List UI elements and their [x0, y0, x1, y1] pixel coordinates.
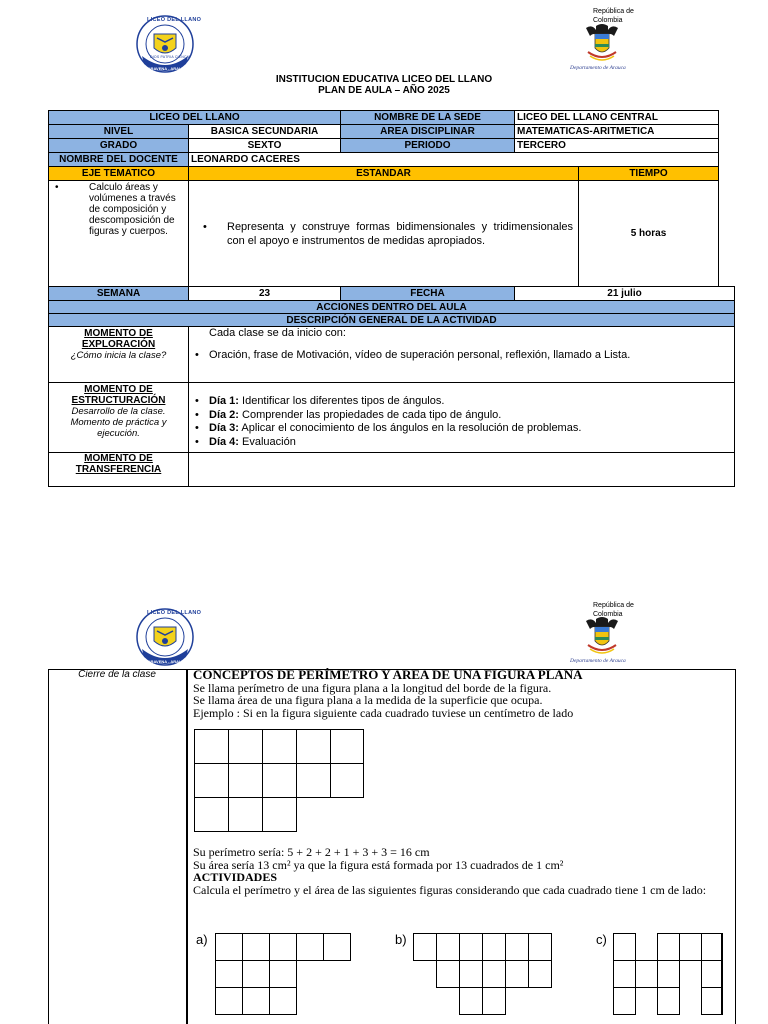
grid-square: [657, 933, 680, 961]
grid-square: [242, 960, 270, 988]
grid-square: [505, 933, 529, 961]
actividades-heading: ACTIVIDADES: [193, 870, 278, 884]
grid-square: [482, 933, 506, 961]
instruccion-text: Calcula el perímetro y el área de las siguientes figuras considerando que cada cuadrado tiene 1 cm de lado:: [193, 882, 707, 897]
row-estructuracion: [49, 383, 735, 453]
grid-square: [528, 960, 552, 988]
concept-p1: Se llama perímetro de una figura plana a la longitud del borde de la figura.: [193, 680, 552, 695]
area-label: AREA DISCIPLINAR: [341, 125, 515, 139]
grid-square: [194, 763, 229, 798]
page2-divider: [186, 669, 188, 1024]
transferencia-content: [189, 453, 735, 487]
page2-content-lower: [193, 846, 733, 896]
example-figure: [194, 729, 364, 833]
school-logo-banner-text-page2: SARAVENA - ARAUCA: [145, 659, 188, 664]
grid-square: [215, 933, 243, 961]
grid-square: [459, 933, 483, 961]
grid-square: [242, 933, 270, 961]
grid-square: [330, 763, 364, 798]
perimetro-text: Su perímetro sería: 5 + 2 + 2 + 1 + 3 + 3 = 16 cm: [193, 845, 430, 859]
row-acciones: [49, 301, 735, 314]
acciones-subtitle: DESCRIPCIÓN GENERAL DE LA ACTIVIDAD: [49, 314, 735, 327]
figure-a: [215, 933, 351, 1024]
area-text: Su área sería 13 cm² ya que la figura está formada por 13 cuadrados de 1 cm²: [193, 857, 564, 872]
grid-square: [269, 933, 297, 961]
estructuracion-content: [189, 383, 735, 453]
grid-square: [262, 797, 297, 832]
row-tematica-head: [49, 167, 735, 181]
fecha-label: FECHA: [341, 287, 515, 301]
figure-a-label: a): [196, 932, 208, 947]
school-logo-inner-text: DIOS PATRIA CIENCIA: [150, 55, 191, 59]
grid-square: [436, 933, 460, 961]
grid-square: [482, 987, 506, 1015]
school-logo-ring-text: LICEO DEL LLANO: [147, 17, 202, 23]
plan-table: [48, 110, 735, 487]
grid-square: [228, 729, 263, 764]
grid-square: [613, 933, 636, 961]
days-list: [191, 395, 732, 449]
grid-square: [269, 960, 297, 988]
row-grado: [49, 139, 735, 153]
semana-label: SEMANA: [49, 287, 189, 301]
concept-heading: CONCEPTOS DE PERÍMETRO Y AREA DE UNA FIGURA PLANA: [193, 667, 583, 682]
exploracion-content: [189, 327, 735, 383]
transferencia-label: MOMENTO DE TRANSFERENCIA: [75, 453, 162, 475]
transferencia-label-cell: [49, 453, 189, 487]
grid-square: [323, 933, 351, 961]
day-item: • Día 4: Evaluación: [191, 436, 732, 450]
estructuracion-label-cell: [49, 383, 189, 453]
day-item: • Día 3: Aplicar el conocimiento de los ángulos en la resolución de problemas.: [191, 422, 732, 436]
row-nivel: [49, 125, 735, 139]
concept-p3: Ejemplo : Si en la figura siguiente cada cuadrado tuviese un centímetro de lado: [193, 705, 574, 720]
grid-square: [505, 960, 529, 988]
grid-square: [679, 933, 702, 961]
day-item: • Día 2: Comprender las propiedades de cada tipo de ángulo.: [191, 409, 732, 423]
grid-square: [459, 960, 483, 988]
estandar-label: ESTANDAR: [189, 167, 579, 181]
republica-text-page2: República de Colombia: [593, 602, 634, 618]
grid-square: [413, 933, 437, 961]
grid-square: [436, 960, 460, 988]
docente-label: NOMBRE DEL DOCENTE: [49, 153, 189, 167]
grid-square: [657, 960, 680, 988]
coat-of-arms-icon: [584, 22, 620, 64]
school-logo-banner-text: SARAVENA - ARAUCA: [145, 66, 188, 71]
row-exploracion: [49, 327, 735, 383]
grid-square: [635, 960, 658, 988]
eje-label: EJE TEMATICO: [49, 167, 189, 181]
grid-square: [482, 960, 506, 988]
exploracion-label: MOMENTO DE EXPLORACIÓN: [81, 328, 156, 350]
periodo-label: PERIODO: [341, 139, 515, 153]
periodo-value: TERCERO: [515, 139, 719, 153]
departamento-text: Departamento de Arauca: [570, 65, 626, 71]
sede-label: NOMBRE DE LA SEDE: [341, 111, 515, 125]
row-school: [49, 111, 735, 125]
grid-square: [269, 987, 297, 1015]
fecha-value: 21 julio: [515, 287, 735, 301]
grado-value: SEXTO: [189, 139, 341, 153]
eje-value: • Calculo áreas y volúmenes a través de composición y descomposición de figuras y cuerpos.: [51, 182, 176, 237]
school-logo-ring-text-page2: LICEO DEL LLANO: [147, 610, 202, 616]
coat-of-arms-icon-page2: [584, 615, 620, 657]
estandar-cell: [189, 181, 579, 287]
area-value: MATEMATICAS-ARITMETICA: [515, 125, 719, 139]
grid-square: [194, 797, 229, 832]
figure-c-label: c): [596, 932, 607, 947]
nivel-value: BASICA SECUNDARIA: [189, 125, 341, 139]
estructuracion-sub: Desarrollo de la clase. Momento de práctica y ejecución.: [70, 406, 167, 439]
exploracion-sub: ¿Cómo inicia la clase?: [70, 350, 167, 361]
estructuracion-label: MOMENTO DE ESTRUCTURACIÓN: [71, 384, 166, 406]
grid-square: [613, 960, 636, 988]
grid-square: [296, 729, 331, 764]
grid-square: [228, 763, 263, 798]
day-item: • Día 1: Identificar los diferentes tipos de ángulos.: [191, 395, 732, 409]
grid-square: [215, 960, 243, 988]
tiempo-value: 5 horas: [579, 181, 719, 287]
eje-cell: [49, 181, 189, 287]
grid-square: [296, 763, 331, 798]
semana-value: 23: [189, 287, 341, 301]
grid-square: [194, 729, 229, 764]
grid-square: [262, 729, 297, 764]
grid-square: [262, 763, 297, 798]
cierre-label: Cierre de la clase: [78, 669, 156, 680]
grid-square: [701, 933, 723, 961]
tiempo-label: TIEMPO: [579, 167, 719, 181]
grid-square: [613, 987, 636, 1015]
grid-square: [657, 987, 680, 1015]
concept-p2: Se llama área de una figura plana a la medida de la superficie que ocupa.: [193, 693, 543, 707]
row-docente: [49, 153, 735, 167]
sede-value: LICEO DEL LLANO CENTRAL: [515, 111, 719, 125]
page2-content: [193, 669, 733, 719]
exploracion-intro: Cada clase se da inicio con:: [209, 327, 346, 339]
school-label: LICEO DEL LLANO: [49, 111, 341, 125]
grado-label: GRADO: [49, 139, 189, 153]
departamento-text-page2: Departamento de Arauca: [570, 658, 626, 664]
row-descripcion: [49, 314, 735, 327]
exploracion-item: • Oración, frase de Motivación, vídeo de superación personal, reflexión, llamado a Lista.: [191, 349, 732, 362]
row-tematica: [49, 181, 735, 287]
figure-b-label: b): [395, 932, 407, 947]
row-transferencia: [49, 453, 735, 487]
grid-square: [528, 933, 552, 961]
grid-square: [228, 797, 263, 832]
row-semana: [49, 287, 735, 301]
docente-value: LEONARDO CACERES: [189, 153, 719, 167]
grid-square: [701, 987, 723, 1015]
grid-square: [330, 729, 364, 764]
estandar-value: • Representa y construye formas bidimensionales y tridimensionales con el apoyo e instrumentos de medidas apropiados.: [199, 220, 573, 248]
grid-square: [459, 987, 483, 1015]
republica-text: República de Colombia: [593, 8, 634, 24]
page-title-line2: PLAN DE AULA – AÑO 2025: [318, 85, 450, 96]
nivel-label: NIVEL: [49, 125, 189, 139]
page-title-line1: INSTITUCION EDUCATIVA LICEO DEL LLANO: [275, 74, 493, 85]
grid-square: [296, 933, 324, 961]
figure-c: [613, 933, 723, 1024]
exploracion-label-cell: [49, 327, 189, 383]
acciones-title: ACCIONES DENTRO DEL AULA: [49, 301, 735, 314]
grid-square: [215, 987, 243, 1015]
grid-square: [701, 960, 723, 988]
figure-b: [413, 933, 553, 1024]
grid-square: [242, 987, 270, 1015]
